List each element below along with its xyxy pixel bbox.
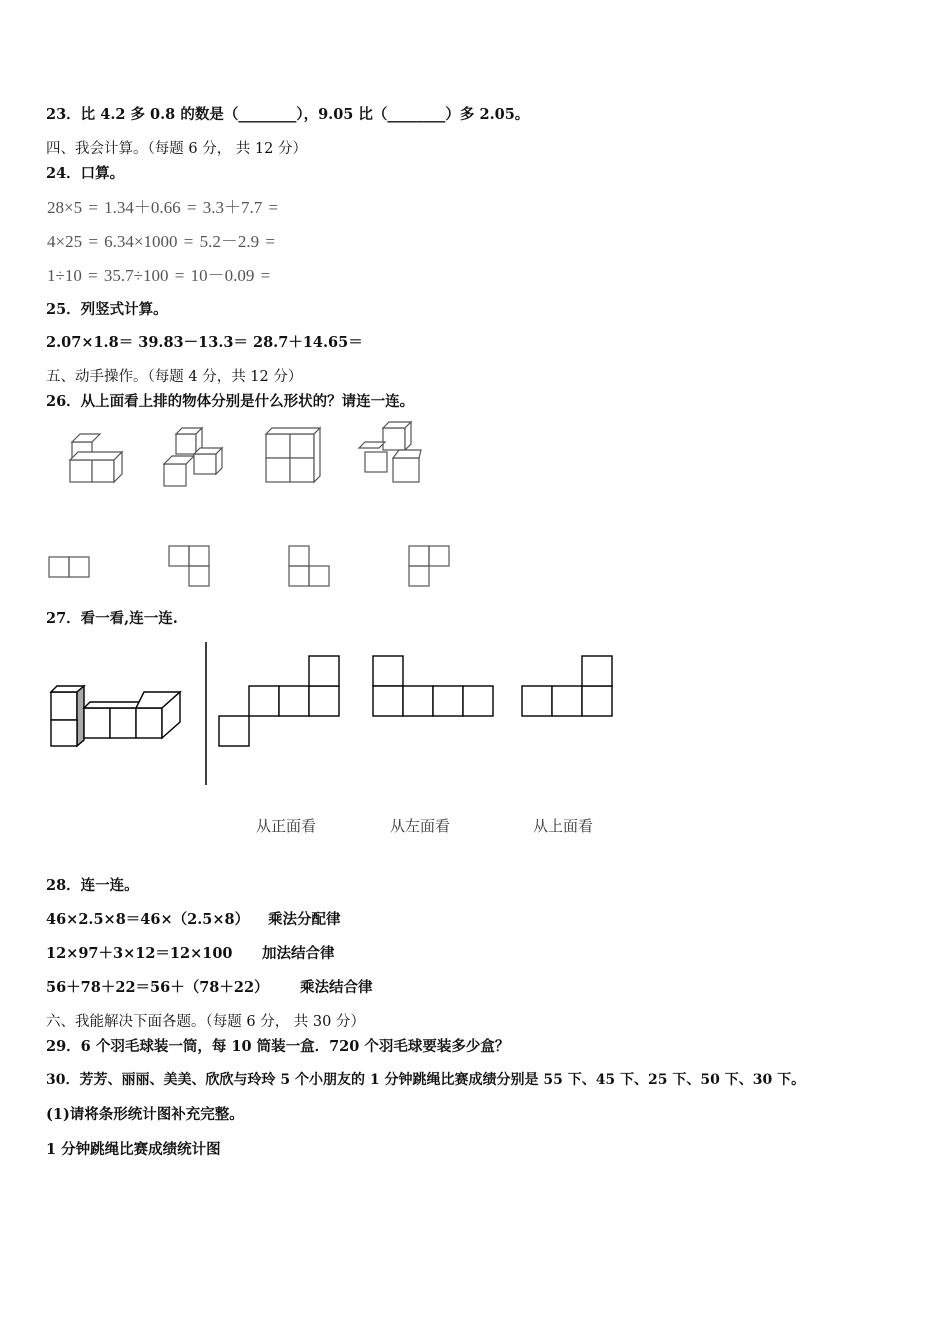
question-26-title: 26．从上面看上排的物体分别是什么形状的？请连一连。 bbox=[46, 393, 415, 410]
section-5-title: 五、动手操作。（每题 4 分，共 12 分） bbox=[46, 369, 303, 385]
question-23: 23．比 4.2 多 0.8 的数是（________），9.05 比（________）多 2.05。 bbox=[46, 106, 530, 123]
question-24-title: 24．口算。 bbox=[46, 165, 125, 182]
q26-object-2 bbox=[158, 420, 233, 495]
section-6-title: 六、我能解决下面各题。（每题 6 分， 共 30 分） bbox=[46, 1014, 365, 1030]
q27-view-shape-1 bbox=[218, 655, 342, 749]
law-name-1: 乘法分配律 bbox=[268, 911, 341, 928]
law-name-2: 加法结合律 bbox=[262, 945, 335, 962]
law-expr-2: 12×97＋3×12＝12×100 bbox=[46, 945, 233, 962]
q26-object-4 bbox=[355, 418, 430, 493]
oral-calc-row-1: 28×5 = 1.34＋0.66 = 3.3＋7.7 = bbox=[47, 198, 279, 217]
chart-title: 1 分钟跳绳比赛成绩统计图 bbox=[46, 1141, 221, 1158]
oral-calc-row-2: 4×25 = 6.34×1000 = 5.2－2.9 = bbox=[47, 232, 275, 251]
law-name-3: 乘法结合律 bbox=[300, 979, 373, 996]
view-label-left: 从左面看 bbox=[390, 817, 451, 835]
view-label-top: 从上面看 bbox=[533, 817, 594, 835]
vertical-calc-problems: 2.07×1.8＝ 39.83－13.3＝ 28.7＋14.65＝ bbox=[46, 334, 363, 351]
question-30-part-1: (1)请将条形统计图补充完整。 bbox=[46, 1106, 244, 1123]
q27-view-shape-2 bbox=[372, 655, 498, 719]
question-28-title: 28．连一连。 bbox=[46, 877, 139, 894]
section-4-title: 四、我会计算。（每题 6 分， 共 12 分） bbox=[46, 141, 307, 157]
q26-object-1 bbox=[60, 420, 130, 490]
q26-object-3 bbox=[260, 420, 330, 490]
q27-view-shape-3 bbox=[521, 655, 617, 719]
question-27-title: 27．看一看,连一连. bbox=[46, 610, 178, 627]
view-label-front: 从正面看 bbox=[256, 817, 317, 835]
law-expr-1: 46×2.5×8＝46×（2.5×8） bbox=[46, 911, 250, 928]
question-29: 29．6 个羽毛球装一筒，每 10 筒装一盒．720 个羽毛球要装多少盒？ bbox=[46, 1038, 510, 1055]
q27-object bbox=[48, 682, 188, 752]
oral-calc-row-3: 1÷10 = 35.7÷100 = 10－0.09 = bbox=[47, 266, 271, 285]
law-expr-3: 56＋78＋22＝56＋（78＋22） bbox=[46, 979, 269, 996]
question-25-title: 25．列竖式计算。 bbox=[46, 301, 168, 318]
question-30: 30．芳芳、丽丽、美美、欣欣与玲玲 5 个小朋友的 1 分钟跳绳比赛成绩分别是 55 下、45 下、25 下、50 下、30 下。 bbox=[46, 1072, 806, 1088]
q26-view-a bbox=[48, 556, 92, 580]
q26-view-c bbox=[288, 545, 332, 589]
q26-view-d bbox=[408, 545, 452, 589]
divider-line bbox=[203, 642, 209, 787]
q26-view-b bbox=[168, 545, 212, 589]
